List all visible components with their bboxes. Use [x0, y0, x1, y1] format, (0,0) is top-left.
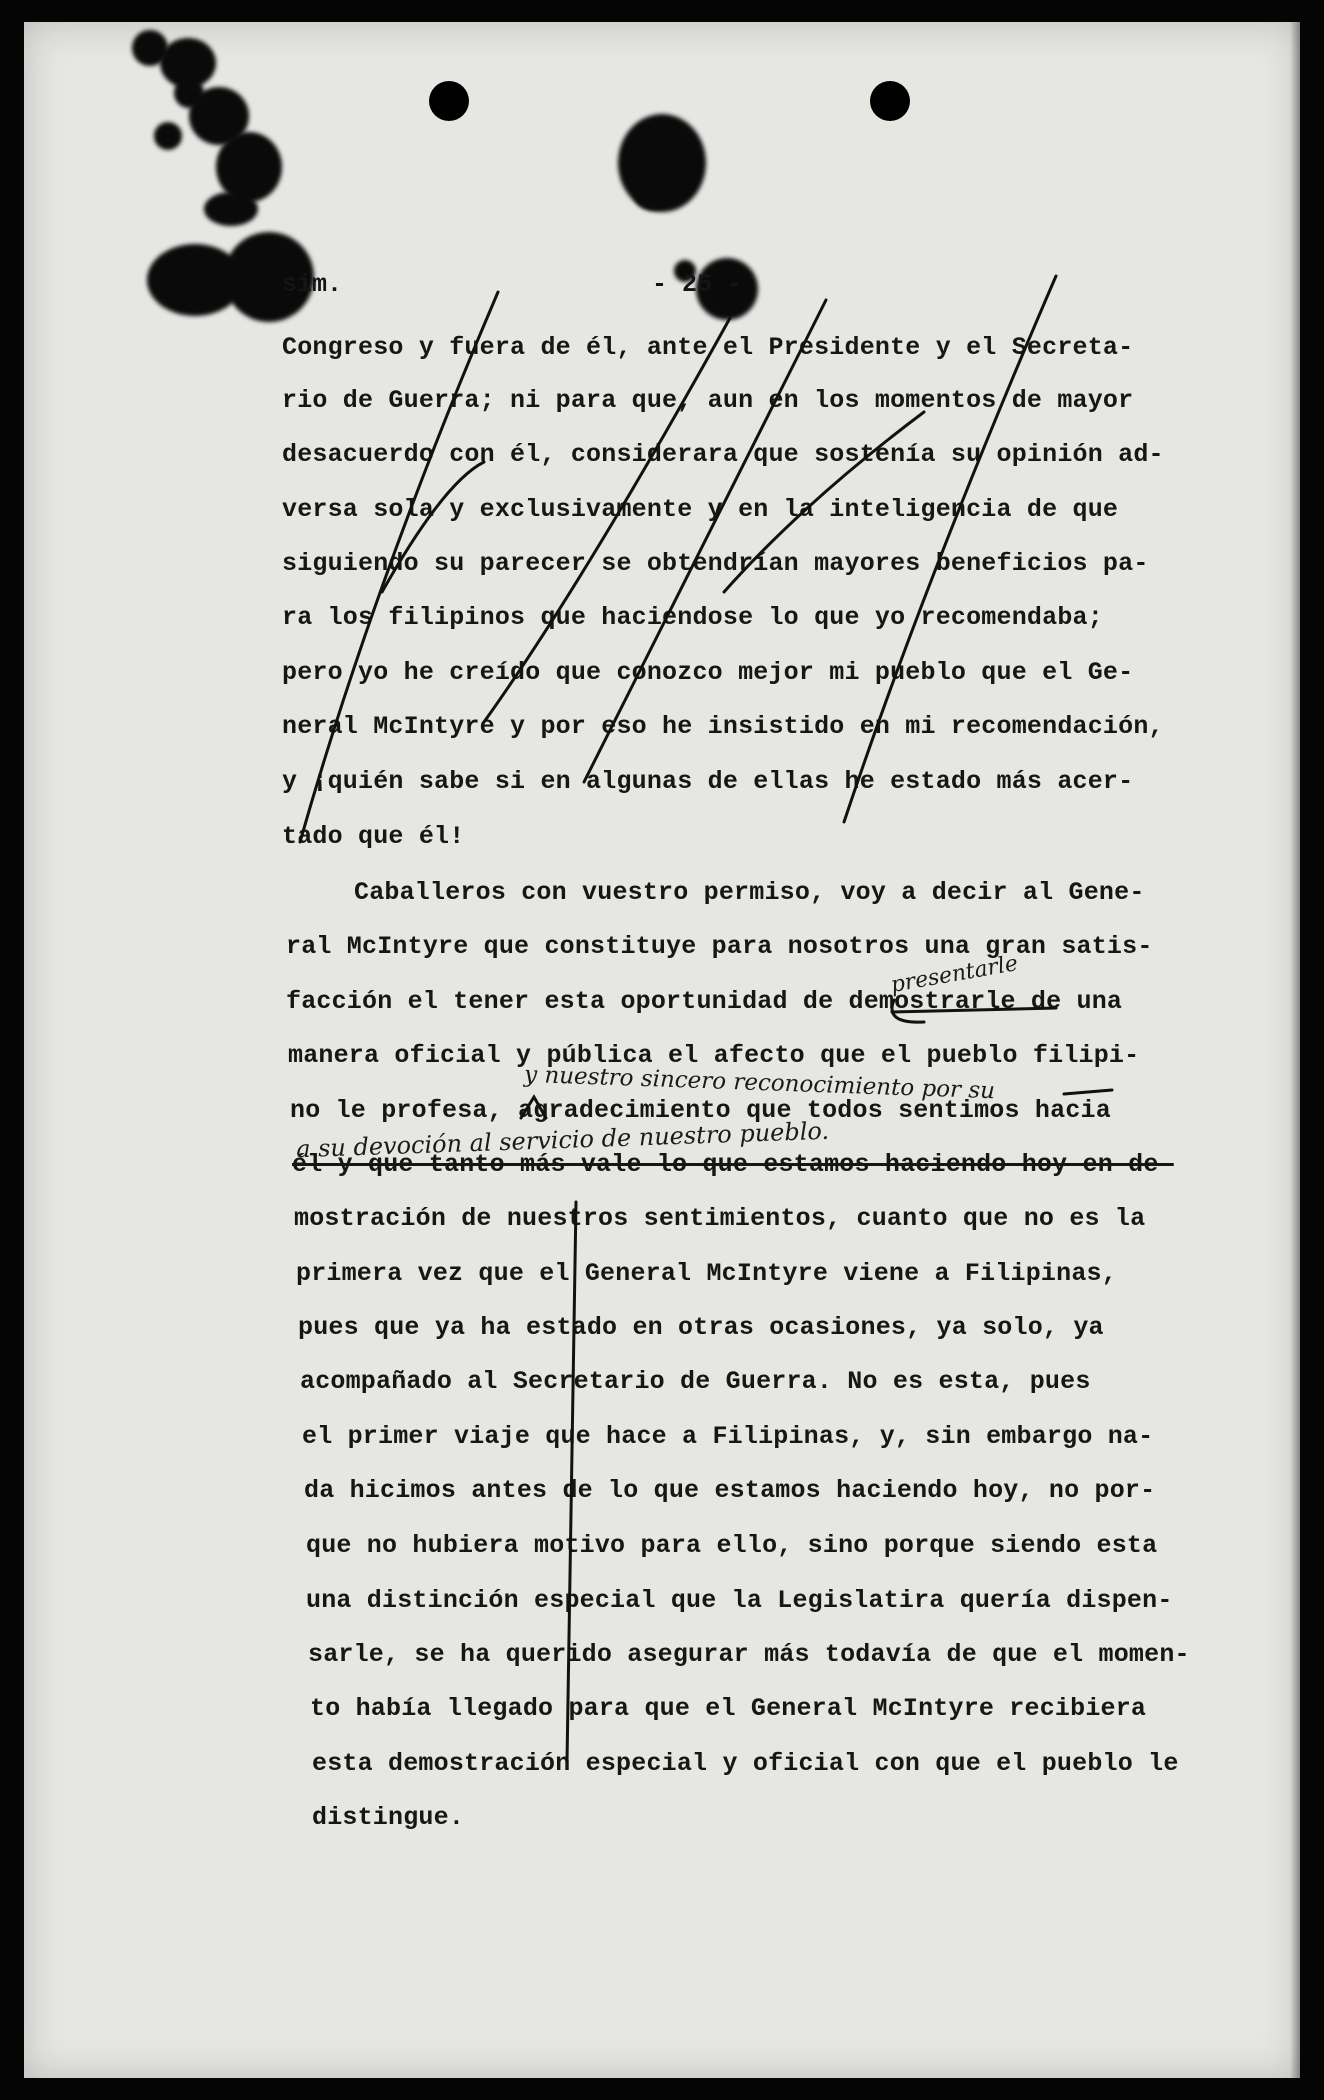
text-line: Caballeros con vuestro permiso, voy a decir al Gene-: [354, 878, 1145, 907]
text-line: pues que ya ha estado en otras ocasiones, ya solo, ya: [298, 1313, 1104, 1342]
punch-hole-right: [870, 81, 910, 121]
text-line: sarle, se ha querido asegurar más todavía de que el momen-: [308, 1640, 1190, 1669]
text-line: no le profesa, agradecimiento que todos sentimos hacia: [290, 1096, 1111, 1125]
text-line: siguiendo su parecer se obtendrían mayores beneficios pa-: [282, 549, 1149, 578]
text-line: el primer viaje que hace a Filipinas, y, sin embargo na-: [302, 1422, 1154, 1451]
text-line: to había llegado para que el General McIntyre recibiera: [310, 1694, 1147, 1723]
text-line: primera vez que el General McIntyre viene a Filipinas,: [296, 1259, 1117, 1288]
handwritten-insertion: a su devoción al servicio de nuestro pueblo.: [295, 1116, 830, 1164]
struck-text-line: él y que tanto más vale lo que estamos haciendo hoy en de-: [292, 1150, 1174, 1179]
text-line: facción el tener esta oportunidad de demostrarle de una: [286, 987, 1123, 1016]
document-page: [24, 22, 1300, 2078]
text-line: manera oficial y pública el afecto que el pueblo filipi-: [288, 1041, 1140, 1070]
page-number: - 25 -: [652, 270, 743, 299]
text-line: esta demostración especial y oficial con que el pueblo le: [312, 1749, 1179, 1778]
text-line: tado que él!: [282, 822, 465, 851]
text-line: neral McIntyre y por eso he insistido en mi recomendación,: [282, 712, 1164, 741]
text-line: distingue.: [312, 1803, 465, 1832]
text-line: mostración de nuestros sentimientos, cuanto que no es la: [294, 1204, 1146, 1233]
text-line: ra los filipinos que haciendose lo que yo recomendaba;: [282, 603, 1103, 632]
text-line: Congreso y fuera de él, ante el Presidente y el Secreta-: [282, 333, 1134, 362]
handwritten-insertion: presentarle: [888, 951, 1020, 998]
text-line: una distinción especial que la Legislatira quería dispen-: [306, 1586, 1173, 1615]
text-line: que no hubiera motivo para ello, sino porque siendo esta: [306, 1531, 1158, 1560]
page-edge-shadow: [1290, 22, 1300, 2078]
text-line: rio de Guerra; ni para que, aun en los momentos de mayor: [282, 386, 1134, 415]
text-line: versa sola y exclusivamente y en la inteligencia de que: [282, 495, 1119, 524]
page-header: [24, 270, 1300, 310]
text-line: acompañado al Secretario de Guerra. No es esta, pues: [300, 1367, 1091, 1396]
punch-hole-left: [429, 81, 469, 121]
text-line: desacuerdo con él, considerara que sostenía su opinión ad-: [282, 440, 1164, 469]
text-line: ral McIntyre que constituye para nosotros una gran satis-: [286, 932, 1153, 961]
text-line: da hicimos antes de lo que estamos haciendo hoy, no por-: [304, 1476, 1156, 1505]
header-fragment: sim.: [282, 270, 343, 299]
text-line: pero yo he creído que conozco mejor mi pueblo que el Ge-: [282, 658, 1134, 687]
handwritten-insertion: y nuestro sincero reconocimiento por su: [523, 1061, 996, 1105]
text-line: y ¡quién sabe si en algunas de ellas he estado más acer-: [282, 767, 1134, 796]
